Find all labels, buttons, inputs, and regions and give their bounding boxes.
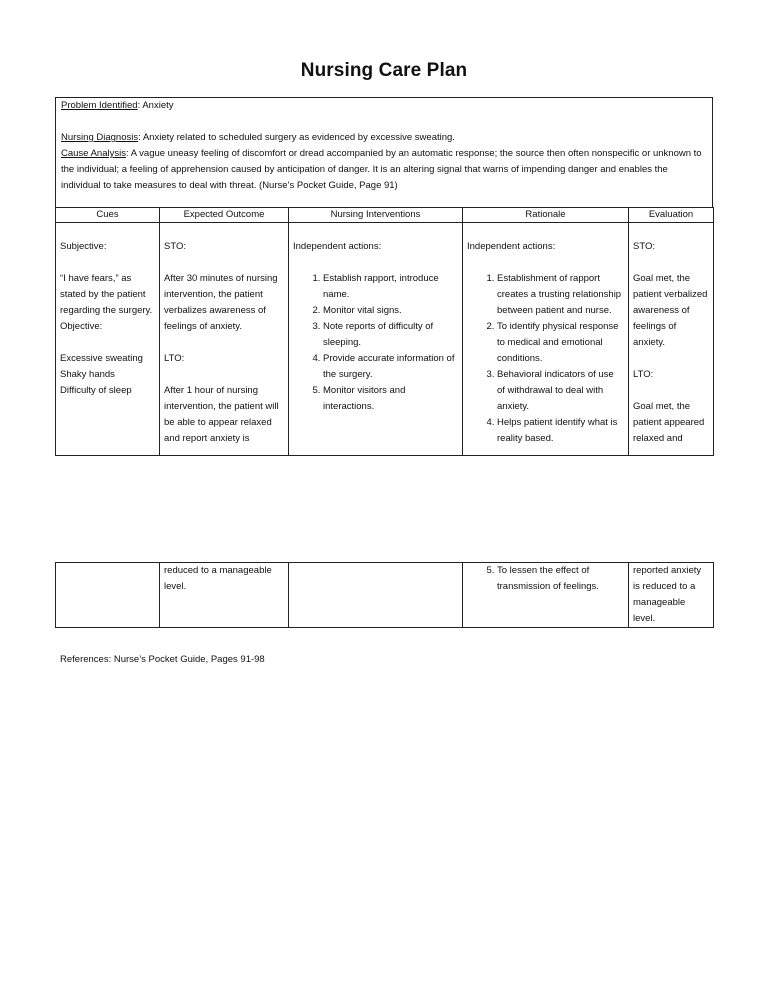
lto-text: After 1 hour of nursing intervention, the patient will be able to appear relaxed and report anxiety is bbox=[164, 385, 279, 444]
evaluation-lto-text-continued: reported anxiety is reduced to a manageable level. bbox=[633, 565, 702, 624]
sto-text: After 30 minutes of nursing intervention, the patient verbalizes awareness of feelings of anxiety. bbox=[164, 273, 278, 332]
expected-outcome-cell-continued bbox=[160, 563, 289, 628]
rationale-list bbox=[467, 271, 624, 447]
list-item: 2. To identify physical response to medical and emotional conditions. bbox=[497, 319, 624, 367]
evaluation-lto-text: Goal met, the patient appeared relaxed and bbox=[633, 401, 705, 444]
evaluation-cell-continued bbox=[629, 563, 714, 628]
problem-line bbox=[61, 98, 707, 114]
objective-item: Difficulty of sleep bbox=[60, 385, 132, 396]
list-item: 4. Provide accurate information of the surgery. bbox=[323, 351, 458, 383]
objective-item: Shaky hands bbox=[60, 369, 115, 380]
cues-cell-continued bbox=[56, 563, 160, 628]
problem-header-box bbox=[55, 97, 713, 208]
table-row bbox=[56, 223, 714, 456]
lto-text-continued: reduced to a manageable level. bbox=[164, 565, 272, 592]
evaluation-sto-label: STO: bbox=[633, 241, 655, 252]
subjective-text: “I have fears,” as stated by the patient regarding the surgery. bbox=[60, 273, 153, 316]
list-item: 4. Helps patient identify what is reality based. bbox=[497, 415, 624, 447]
list-item: 5. Monitor visitors and interactions. bbox=[323, 383, 458, 415]
nursing-interventions-cell bbox=[289, 223, 463, 456]
cause-analysis bbox=[61, 146, 707, 194]
objective-label: Objective: bbox=[60, 321, 103, 332]
rationale-list-continued bbox=[467, 563, 624, 595]
list-item: 1. Establish rapport, introduce name. bbox=[323, 271, 458, 303]
rationale-cell bbox=[463, 223, 629, 456]
interventions-label: Independent actions: bbox=[293, 241, 382, 252]
subjective-label: Subjective: bbox=[60, 241, 107, 252]
care-plan-table-continued bbox=[55, 562, 714, 628]
diagnosis-label: Nursing Diagnosis bbox=[61, 132, 139, 143]
references: References: Nurse’s Pocket Guide, Pages 91-98 bbox=[60, 654, 265, 665]
diagnosis-line bbox=[61, 130, 707, 146]
problem-value: : Anxiety bbox=[137, 100, 174, 111]
table-header-row bbox=[56, 208, 714, 223]
problem-label: Problem Identified bbox=[61, 100, 138, 111]
list-item: 2. Monitor vital signs. bbox=[323, 303, 458, 319]
list-item: 5. To lessen the effect of transmission of feelings. bbox=[497, 563, 624, 595]
column-header-cues: Cues bbox=[56, 208, 160, 223]
rationale-cell-continued bbox=[463, 563, 629, 628]
evaluation-sto-text: Goal met, the patient verbalized awareness of feelings of anxiety. bbox=[633, 273, 708, 348]
expected-outcome-cell bbox=[160, 223, 289, 456]
list-item: 3. Behavioral indicators of use of withdrawal to deal with anxiety. bbox=[497, 367, 624, 415]
page-title: Nursing Care Plan bbox=[300, 60, 468, 81]
diagnosis-value: : Anxiety related to scheduled surgery as evidenced by excessive sweating. bbox=[138, 132, 455, 143]
objective-item: Excessive sweating bbox=[60, 353, 143, 364]
column-header-nursing-interventions: Nursing Interventions bbox=[289, 208, 463, 223]
column-header-expected-outcome: Expected Outcome bbox=[160, 208, 289, 223]
cause-label: Cause Analysis bbox=[61, 148, 126, 159]
sto-label: STO: bbox=[164, 241, 186, 252]
lto-label: LTO: bbox=[164, 353, 185, 364]
list-item: 3. Note reports of difficulty of sleeping. bbox=[323, 319, 458, 351]
evaluation-lto-label: LTO: bbox=[633, 369, 654, 380]
rationale-label: Independent actions: bbox=[467, 241, 556, 252]
list-item: 1. Establishment of rapport creates a trusting relationship between patient and nurse. bbox=[497, 271, 624, 319]
nursing-interventions-cell-continued bbox=[289, 563, 463, 628]
cause-value: : A vague uneasy feeling of discomfort or dread accompanied by an automatic response; the source then often nonspecific or unknown to the individual; a feeling of apprehension caused by anticipation of danger. It is an altering signal that warns of impending danger and enables the individual to take measures to deal with threat. (Nurse’s Pocket Guide, Page 91) bbox=[61, 148, 702, 191]
column-header-rationale: Rationale bbox=[463, 208, 629, 223]
cues-cell bbox=[56, 223, 160, 456]
interventions-list bbox=[293, 271, 458, 415]
column-header-evaluation: Evaluation bbox=[629, 208, 714, 223]
table-row bbox=[56, 563, 714, 628]
evaluation-cell bbox=[629, 223, 714, 456]
care-plan-table bbox=[55, 207, 714, 456]
